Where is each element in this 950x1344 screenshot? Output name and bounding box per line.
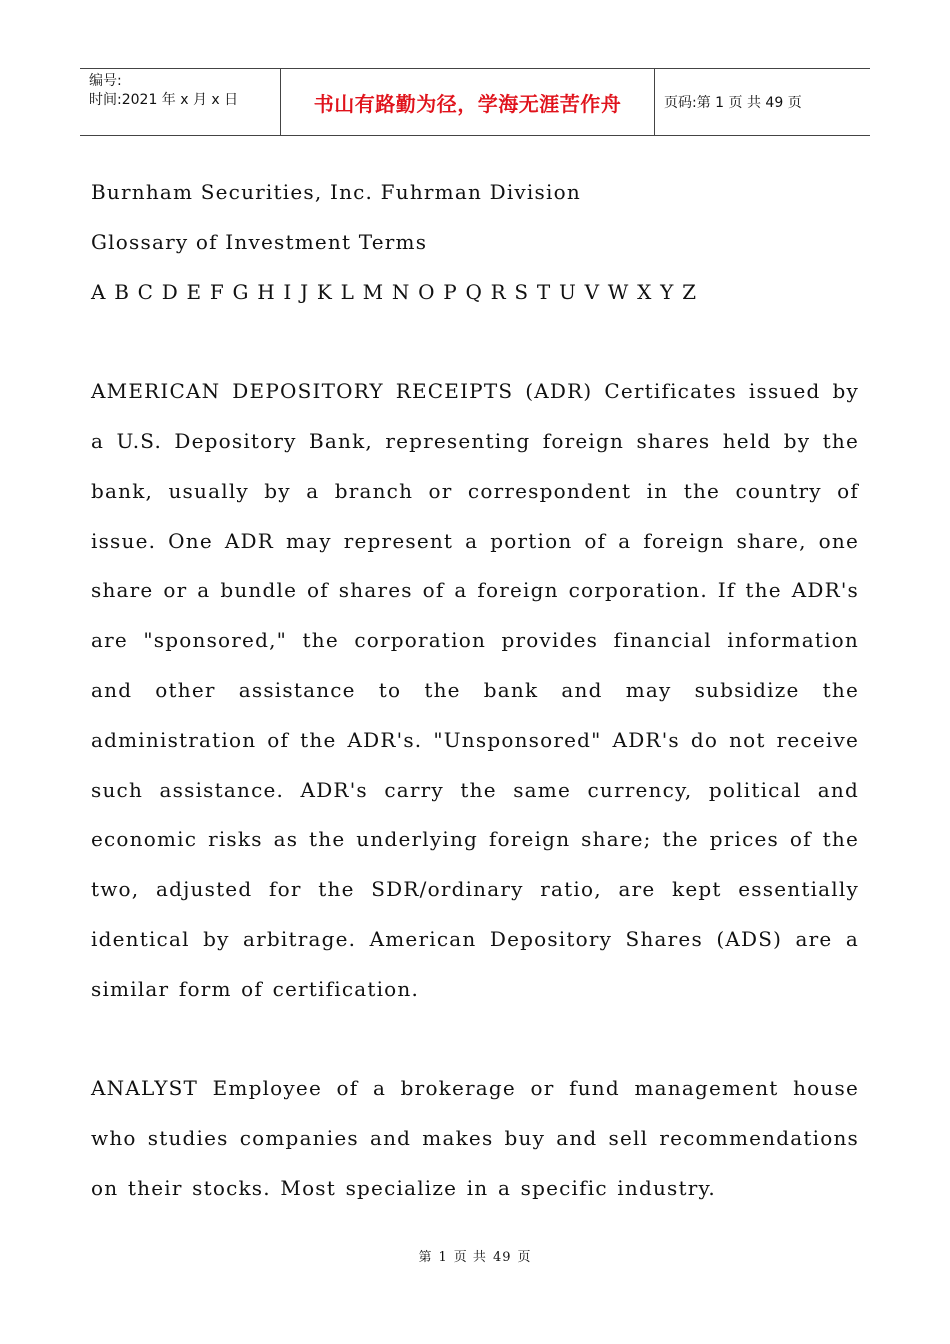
footer-mid: 页 共 — [453, 1250, 487, 1265]
footer-page-number: 1 — [438, 1250, 448, 1265]
document-body — [91, 168, 859, 1214]
footer-prefix: 第 — [418, 1250, 433, 1265]
header-motto: 书山有路勤为径，学海无涯苦作舟 — [281, 69, 655, 135]
number-label: 编号: — [89, 73, 122, 89]
spacer — [91, 1015, 859, 1065]
glossary-entry-analyst: ANALYST Employee of a brokerage or fund management house who studies companies and makes buy and sell recommendations on their stocks. Most specialize in a specific industry. — [91, 1076, 859, 1200]
page-header — [80, 68, 870, 136]
document-title: Glossary of Investment Terms — [91, 229, 428, 254]
spacer — [91, 317, 859, 367]
footer-total-pages: 49 — [492, 1250, 512, 1265]
header-meta-cell — [80, 69, 281, 135]
glossary-entry-adr: AMERICAN DEPOSITORY RECEIPTS (ADR) Certificates issued by a U.S. Depository Bank, representing foreign shares held by the bank, usually by a branch or correspondent in the country of issue. One ADR may represent a portion of a foreign share, one share or a bundle of shares of a foreign corporation. If the ADR's are "sponsored," the corporation provides financial information and other assistance to the bank and may subsidize the administration of the ADR's. "Unsponsored" ADR's do not receive such assistance. ADR's carry the same currency, political and economic risks as the underlying foreign share; the prices of the two, adjusted for the SDR/ordinary ratio, are kept essentially identical by arbitrage. American Depository Shares (ADS) are a similar form of certification. — [91, 379, 859, 1001]
time-label: 时间:2021 年 x 月 x 日 — [89, 92, 239, 108]
alphabet-index: A B C D E F G H I J K L M N O P Q R S T U V W X Y Z — [91, 279, 698, 304]
company-name: Burnham Securities, Inc. Fuhrman Division — [91, 180, 581, 204]
footer-suffix: 页 — [517, 1250, 532, 1265]
page-footer — [0, 1246, 950, 1265]
header-page-label: 页码:第 1 页 共 49 页 — [664, 95, 802, 111]
